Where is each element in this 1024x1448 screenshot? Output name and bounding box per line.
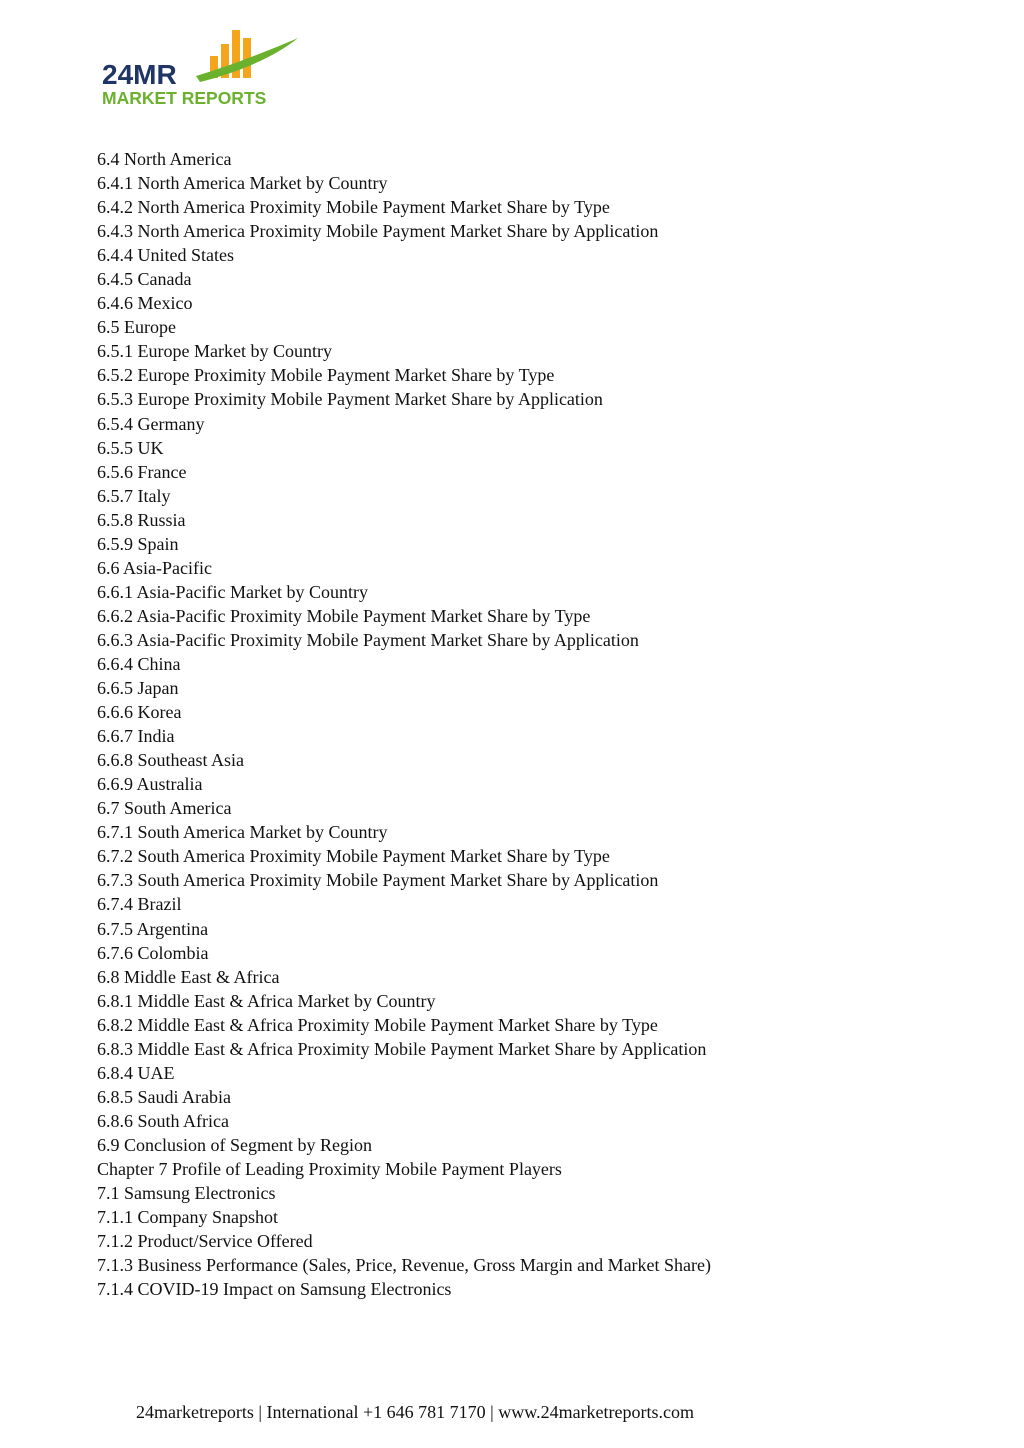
toc-entry: 6.6.3 Asia-Pacific Proximity Mobile Payment Market Share by Application bbox=[97, 629, 639, 650]
toc-entry: 6.8.4 UAE bbox=[97, 1062, 175, 1083]
toc-entry: 6.7.5 Argentina bbox=[97, 918, 209, 939]
toc-entry: 6.7.1 South America Market by Country bbox=[97, 822, 388, 843]
toc-entry: 6.8.3 Middle East & Africa Proximity Mobile Payment Market Share by Application bbox=[97, 1038, 707, 1059]
toc-entry: 6.6.5 Japan bbox=[97, 678, 179, 699]
toc-entry: 6.5.8 Russia bbox=[97, 509, 186, 530]
toc-entry: 6.8.2 Middle East & Africa Proximity Mobile Payment Market Share by Type bbox=[97, 1014, 658, 1035]
toc-entry: 6.6.2 Asia-Pacific Proximity Mobile Payment Market Share by Type bbox=[97, 605, 591, 626]
toc-entry: 6.4.3 North America Proximity Mobile Payment Market Share by Application bbox=[97, 221, 659, 242]
toc-entry: 7.1 Samsung Electronics bbox=[97, 1183, 276, 1204]
logo-line2: MARKET REPORTS bbox=[102, 88, 267, 108]
toc-entry: 6.5 Europe bbox=[97, 317, 176, 338]
toc-entry: 6.8.6 South Africa bbox=[97, 1110, 229, 1131]
toc-entry: 6.6.4 China bbox=[97, 653, 181, 674]
toc-entry: 6.6.1 Asia-Pacific Market by Country bbox=[97, 581, 368, 602]
toc-entry: 6.5.7 Italy bbox=[97, 485, 171, 506]
toc-entry: 6.8.1 Middle East & Africa Market by Country bbox=[97, 990, 436, 1011]
toc-entry: 6.7.4 Brazil bbox=[97, 894, 182, 915]
toc-entry: 6.5.1 Europe Market by Country bbox=[97, 341, 332, 362]
toc-entry: 6.6 Asia-Pacific bbox=[97, 557, 212, 578]
toc-entry: 6.9 Conclusion of Segment by Region bbox=[97, 1134, 372, 1155]
toc-entry: 6.4.4 United States bbox=[97, 245, 234, 266]
toc-entry: 7.1.1 Company Snapshot bbox=[97, 1207, 279, 1228]
toc-entry: 6.8 Middle East & Africa bbox=[97, 966, 280, 987]
page-footer: 24marketreports | International +1 646 781 7170 | www.24marketreports.com bbox=[135, 1402, 695, 1422]
toc-entry: 6.6.7 India bbox=[97, 726, 175, 747]
toc-entry: 6.7.3 South America Proximity Mobile Payment Market Share by Application bbox=[97, 870, 659, 891]
toc-entry: 6.6.6 Korea bbox=[97, 702, 182, 723]
toc-entry: 6.4.2 North America Proximity Mobile Payment Market Share by Type bbox=[97, 197, 610, 218]
toc-entry: 6.5.4 Germany bbox=[97, 413, 205, 434]
toc-entry: 6.7.6 Colombia bbox=[97, 942, 209, 963]
toc-entry: Chapter 7 Profile of Leading Proximity Mobile Payment Players bbox=[97, 1158, 562, 1179]
toc-entry: 6.5.5 UK bbox=[97, 437, 164, 458]
toc-entry: 6.5.3 Europe Proximity Mobile Payment Market Share by Application bbox=[97, 389, 603, 410]
toc-entry: 7.1.4 COVID-19 Impact on Samsung Electronics bbox=[97, 1279, 452, 1300]
toc-entry: 6.6.8 Southeast Asia bbox=[97, 750, 244, 771]
toc-entry: 7.1.3 Business Performance (Sales, Price, Revenue, Gross Margin and Market Share) bbox=[97, 1255, 712, 1276]
company-logo bbox=[100, 26, 310, 108]
toc-entry: 6.4.1 North America Market by Country bbox=[97, 173, 388, 194]
logo-line1: 24MR bbox=[102, 59, 177, 90]
toc-entry: 6.4.5 Canada bbox=[97, 269, 192, 290]
table-of-contents bbox=[97, 147, 711, 1301]
toc-entry: 7.1.2 Product/Service Offered bbox=[97, 1231, 313, 1252]
toc-entry: 6.6.9 Australia bbox=[97, 774, 203, 795]
toc-entry: 6.4.6 Mexico bbox=[97, 293, 193, 314]
toc-entry: 6.5.2 Europe Proximity Mobile Payment Market Share by Type bbox=[97, 365, 555, 386]
toc-entry: 6.7 South America bbox=[97, 798, 232, 819]
toc-entry: 6.8.5 Saudi Arabia bbox=[97, 1086, 231, 1107]
toc-entry: 6.5.6 France bbox=[97, 461, 187, 482]
toc-entry: 6.4 North America bbox=[97, 149, 232, 169]
toc-entry: 6.7.2 South America Proximity Mobile Payment Market Share by Type bbox=[97, 846, 610, 867]
toc-entry: 6.5.9 Spain bbox=[97, 533, 179, 554]
